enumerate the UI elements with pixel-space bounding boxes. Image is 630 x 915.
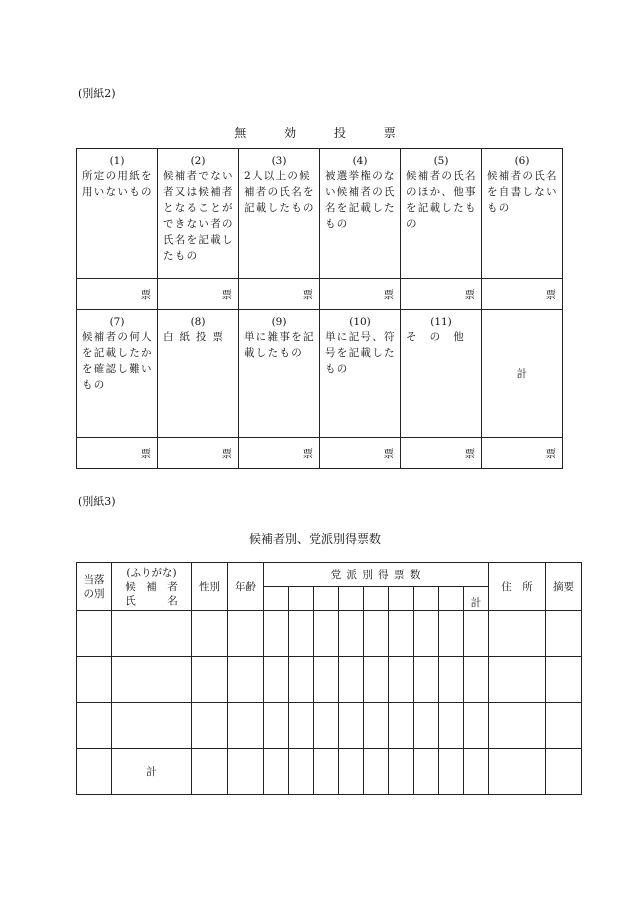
category-cell: (9) 単に雑事を記載したもの	[239, 310, 320, 438]
party-vote-cell[interactable]	[339, 657, 364, 703]
gender-cell[interactable]	[192, 657, 228, 703]
party-vote-cell[interactable]	[439, 657, 464, 703]
gender-cell[interactable]	[192, 611, 228, 657]
party-total-header: 計	[464, 587, 489, 611]
category-cell: (7) 候補者の何人を記載したかを確認し難いもの	[77, 310, 158, 438]
vote-count-cell[interactable]: 票	[482, 438, 563, 469]
total-label-cell: 計	[482, 310, 563, 438]
party-vote-cell[interactable]	[289, 703, 314, 749]
category-cell: (6) 候補者の氏名を自書しないもの	[482, 149, 563, 279]
address-header: 住 所	[489, 563, 546, 611]
party-column-header	[414, 587, 439, 611]
vote-count-cell[interactable]: 票	[401, 438, 482, 469]
candidate-row	[77, 703, 582, 749]
result-header: 当落の別	[77, 563, 112, 611]
gender-header: 性別	[192, 563, 228, 611]
vote-count-cell[interactable]: 票	[77, 279, 158, 310]
party-vote-cell[interactable]	[389, 611, 414, 657]
category-cell: (3) 2人以上の候補者の氏名を記載したもの	[239, 149, 320, 279]
address-cell[interactable]	[489, 703, 546, 749]
vote-count-cell[interactable]: 票	[401, 279, 482, 310]
party-vote-cell[interactable]	[289, 611, 314, 657]
category-cell: (5) 候補者の氏名のほか、他事を記載したもの	[401, 149, 482, 279]
party-vote-cell[interactable]	[314, 749, 339, 795]
invalid-votes-table	[76, 148, 563, 469]
party-vote-cell[interactable]	[314, 703, 339, 749]
party-votes-header: 党 派 別 得 票 数	[264, 563, 489, 587]
vote-count-cell[interactable]: 票	[239, 279, 320, 310]
result-cell[interactable]	[77, 749, 112, 795]
category-cell: (4) 被選挙権のない候補者の氏名を記載したもの	[320, 149, 401, 279]
vote-count-cell[interactable]: 票	[77, 438, 158, 469]
address-cell[interactable]	[489, 657, 546, 703]
vote-count-cell[interactable]: 票	[158, 279, 239, 310]
candidate-name-header: (ふりがな) 候 補 者 氏 名	[112, 563, 192, 611]
party-vote-cell[interactable]	[364, 749, 389, 795]
party-vote-cell[interactable]	[314, 611, 339, 657]
party-column-header	[289, 587, 314, 611]
age-cell[interactable]	[228, 749, 264, 795]
party-total-cell[interactable]	[464, 657, 489, 703]
party-vote-cell[interactable]	[389, 657, 414, 703]
remarks-cell[interactable]	[546, 611, 582, 657]
party-vote-cell[interactable]	[364, 703, 389, 749]
party-vote-cell[interactable]	[339, 749, 364, 795]
category-cell: (10) 単に記号、符号を記載したもの	[320, 310, 401, 438]
result-cell[interactable]	[77, 703, 112, 749]
vote-count-cell[interactable]: 票	[320, 438, 401, 469]
party-column-header	[439, 587, 464, 611]
name-cell[interactable]	[112, 657, 192, 703]
party-column-header	[314, 587, 339, 611]
header-row-1	[77, 563, 582, 587]
party-vote-cell[interactable]	[289, 749, 314, 795]
category-cell: (2) 候補者でない者又は候補者となることができない者の氏名を記載したもの	[158, 149, 239, 279]
party-total-cell[interactable]	[464, 703, 489, 749]
party-vote-cell[interactable]	[439, 749, 464, 795]
remarks-cell[interactable]	[546, 749, 582, 795]
address-cell[interactable]	[489, 749, 546, 795]
remarks-header: 摘要	[546, 563, 582, 611]
category-row-1	[77, 149, 563, 279]
party-total-cell[interactable]	[464, 611, 489, 657]
party-column-header	[389, 587, 414, 611]
section3-label: (別紙3)	[78, 495, 116, 508]
gender-cell[interactable]	[192, 749, 228, 795]
section2-label: (別紙2)	[78, 87, 116, 100]
candidate-row	[77, 611, 582, 657]
age-header: 年齢	[228, 563, 264, 611]
party-vote-cell[interactable]	[439, 703, 464, 749]
vote-count-cell[interactable]: 票	[239, 438, 320, 469]
candidate-row	[77, 657, 582, 703]
party-column-header	[264, 587, 289, 611]
party-total-cell[interactable]	[464, 749, 489, 795]
party-vote-cell[interactable]	[339, 611, 364, 657]
party-vote-cell[interactable]	[414, 703, 439, 749]
party-vote-cell[interactable]	[439, 611, 464, 657]
vote-count-cell[interactable]: 票	[320, 279, 401, 310]
party-vote-cell[interactable]	[389, 703, 414, 749]
party-vote-cell[interactable]	[389, 749, 414, 795]
age-cell[interactable]	[228, 703, 264, 749]
total-row	[77, 749, 582, 795]
party-vote-cell[interactable]	[339, 703, 364, 749]
age-cell[interactable]	[228, 657, 264, 703]
address-cell[interactable]	[489, 611, 546, 657]
vote-count-cell[interactable]: 票	[482, 279, 563, 310]
name-cell[interactable]	[112, 703, 192, 749]
total-label: 計	[112, 749, 192, 795]
result-cell[interactable]	[77, 657, 112, 703]
vote-count-cell[interactable]: 票	[158, 438, 239, 469]
party-vote-cell[interactable]	[264, 703, 289, 749]
party-column-header	[339, 587, 364, 611]
gender-cell[interactable]	[192, 703, 228, 749]
category-row-2	[77, 310, 563, 438]
result-cell[interactable]	[77, 611, 112, 657]
remarks-cell[interactable]	[546, 657, 582, 703]
party-vote-cell[interactable]	[364, 657, 389, 703]
party-vote-cell[interactable]	[414, 657, 439, 703]
name-cell[interactable]	[112, 611, 192, 657]
party-vote-cell[interactable]	[364, 611, 389, 657]
vote-count-row-2	[77, 438, 563, 469]
age-cell[interactable]	[228, 611, 264, 657]
party-vote-cell[interactable]	[289, 657, 314, 703]
party-vote-cell[interactable]	[414, 749, 439, 795]
party-vote-cell[interactable]	[264, 611, 289, 657]
votes-by-candidate-title: 候補者別、党派別得票数	[248, 532, 381, 546]
category-cell: (1) 所定の用紙を用いないもの	[77, 149, 158, 279]
party-column-header	[364, 587, 389, 611]
category-cell: (11) そ の 他	[401, 310, 482, 438]
party-vote-cell[interactable]	[314, 657, 339, 703]
remarks-cell[interactable]	[546, 703, 582, 749]
category-cell: (8) 白 紙 投 票	[158, 310, 239, 438]
votes-by-candidate-table	[76, 562, 582, 795]
vote-count-row-1	[77, 279, 563, 310]
party-vote-cell[interactable]	[414, 611, 439, 657]
party-vote-cell[interactable]	[264, 657, 289, 703]
party-vote-cell[interactable]	[264, 749, 289, 795]
invalid-votes-title: 無 効 投 票	[234, 126, 396, 140]
